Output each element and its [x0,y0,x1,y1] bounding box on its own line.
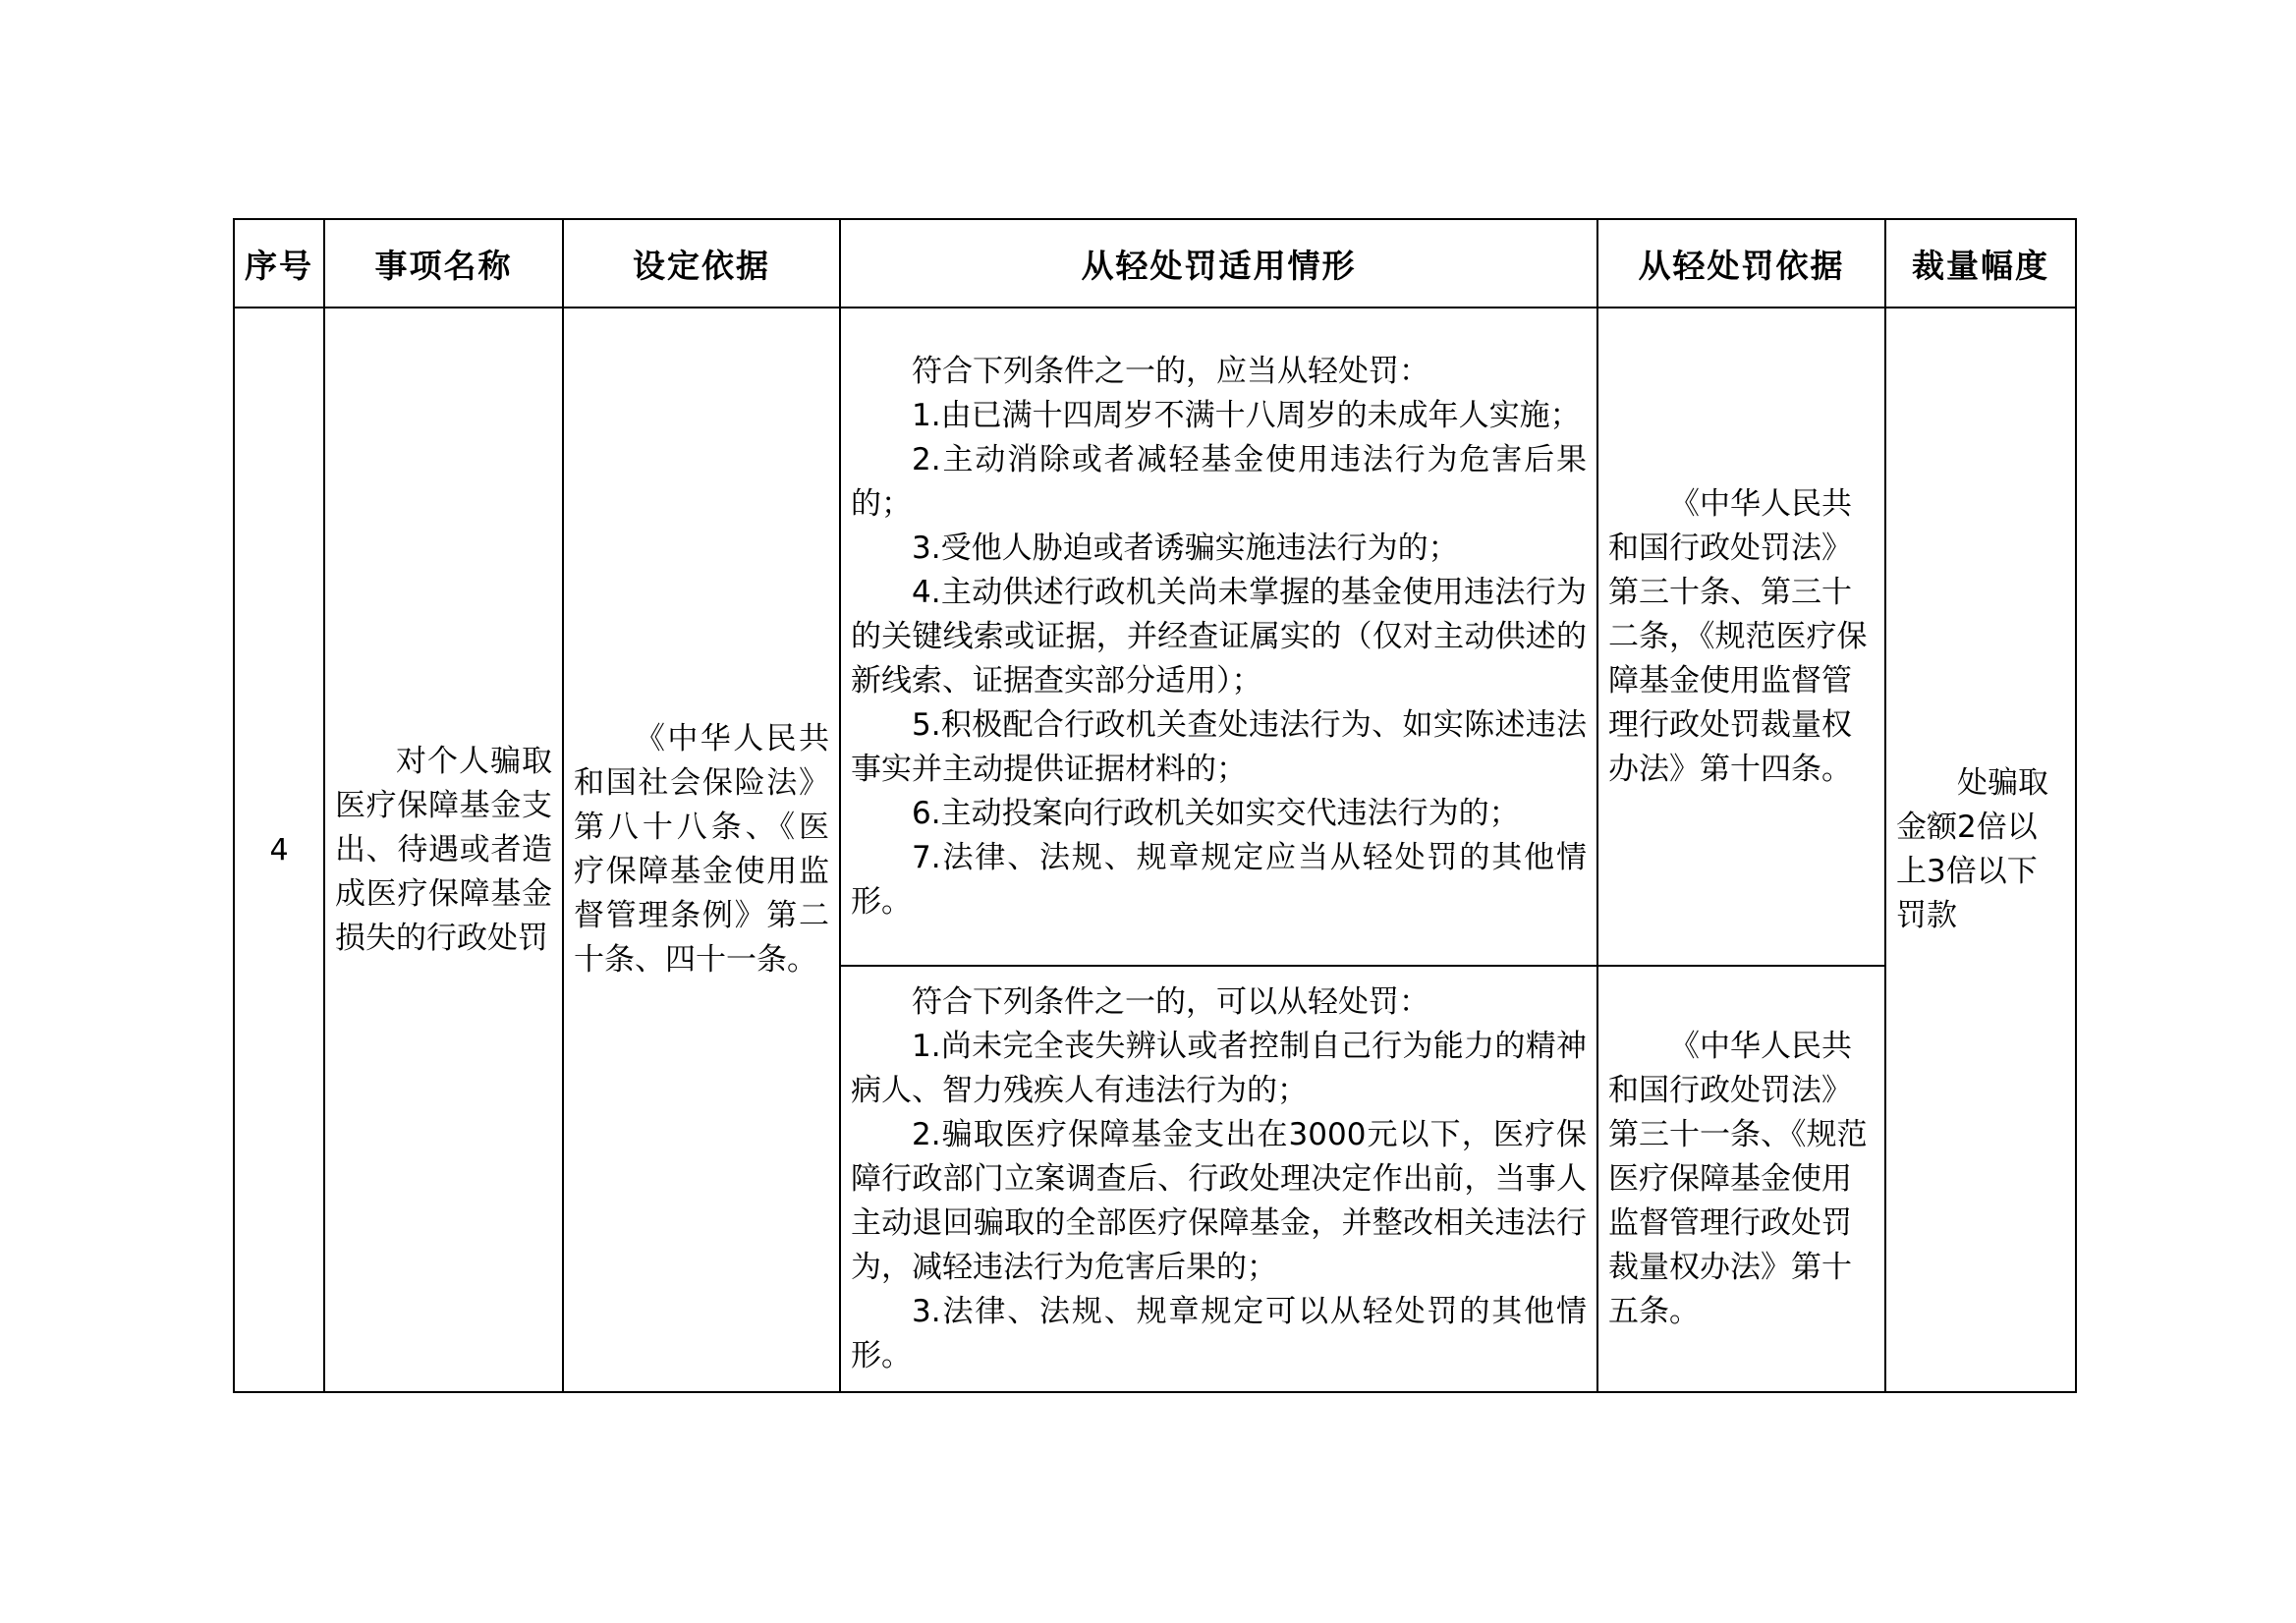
mandatory-item: 2.主动消除或者减轻基金使用违法行为危害后果的； [851,441,1587,522]
table-row [234,308,2076,966]
header-row [234,219,2076,308]
circumstances-mandatory [840,308,1597,966]
item-name-text: 对个人骗取医疗保障基金支出、待遇或者造成医疗保障基金损失的行政处罚 [335,743,552,956]
mandatory-intro: 符合下列条件之一的，应当从轻处罚： [912,353,1429,389]
discretion-range-text: 处骗取金额2倍以上3倍以下罚款 [1896,765,2048,933]
header-legal-basis: 设定依据 [563,219,840,308]
mandatory-item: 6.主动投案向行政机关如实交代违法行为的； [912,795,1520,831]
header-discretion-range: 裁量幅度 [1885,219,2076,308]
mandatory-item: 1.由已满十四周岁不满十八周岁的未成年人实施； [912,397,1581,433]
optional-basis [1597,966,1885,1392]
mandatory-basis-text: 《中华人民共和国行政处罚法》第三十条、第三十二条，《规范医疗保障基金使用监督管理行政处罚裁量权办法》第十四条。 [1608,485,1868,787]
optional-item: 3.法律、法规、规章规定可以从轻处罚的其他情形。 [851,1293,1587,1373]
header-seq: 序号 [234,219,324,308]
header-circumstances: 从轻处罚适用情形 [840,219,1597,308]
mandatory-basis [1597,308,1885,966]
header-item-name: 事项名称 [324,219,563,308]
penalty-table [233,218,2077,1393]
circumstances-optional [840,966,1597,1392]
discretion-range [1885,308,2076,1392]
optional-item: 1.尚未完全丧失辨认或者控制自己行为能力的精神病人、智力残疾人有违法行为的； [851,1028,1587,1108]
mandatory-item: 7.法律、法规、规章规定应当从轻处罚的其他情形。 [851,839,1587,920]
row-legal-basis [563,308,840,1392]
optional-basis-text: 《中华人民共和国行政处罚法》第三十一条、《规范医疗保障基金使用监督管理行政处罚裁量权办法》第十五条。 [1608,1028,1868,1329]
mandatory-item: 5.积极配合行政机关查处违法行为、如实陈述违法事实并主动提供证据材料的； [851,706,1587,787]
mandatory-item: 3.受他人胁迫或者诱骗实施违法行为的； [912,530,1459,566]
header-mitigation-basis: 从轻处罚依据 [1597,219,1885,308]
optional-intro: 符合下列条件之一的，可以从轻处罚： [912,983,1429,1020]
row-seq: 4 [234,308,324,1392]
row-item-name [324,308,563,1392]
optional-item: 2.骗取医疗保障基金支出在3000元以下，医疗保障行政部门立案调查后、行政处理决定作出前，当事人主动退回骗取的全部医疗保障基金，并整改相关违法行为，减轻违法行为危害后果的； [851,1116,1587,1285]
mandatory-item: 4.主动供述行政机关尚未掌握的基金使用违法行为的关键线索或证据，并经查证属实的（仅对主动供述的新线索、证据查实部分适用）； [851,574,1587,699]
legal-basis-text: 《中华人民共和国社会保险法》第八十八条、《医疗保障基金使用监督管理条例》第二十条、四十一条。 [574,721,829,978]
